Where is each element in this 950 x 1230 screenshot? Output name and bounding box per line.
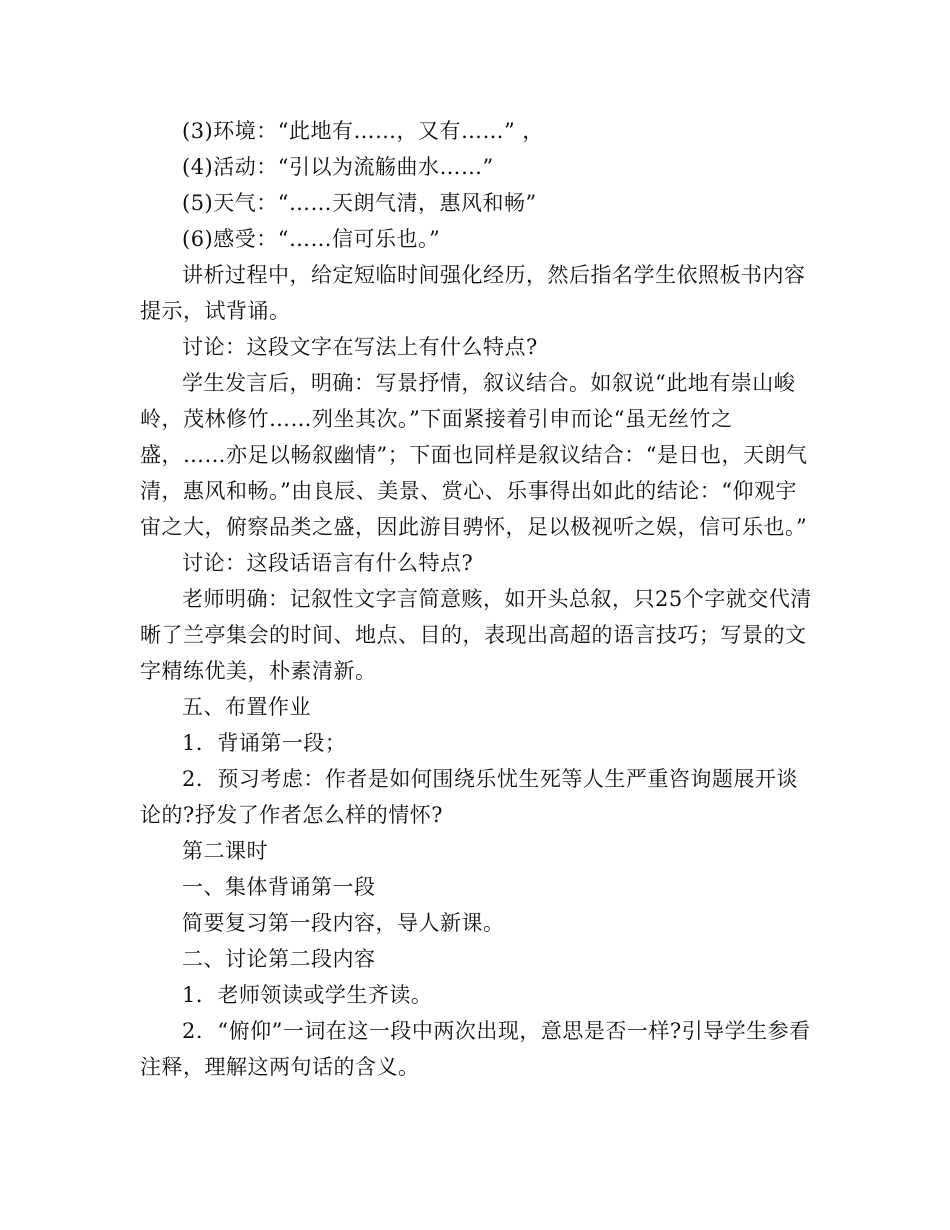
section-homework-heading: 五、布置作业	[182, 695, 311, 719]
discuss-item-1: 1．老师领读或学生齐读。	[182, 983, 433, 1007]
document-body	[140, 113, 812, 1085]
student-answer-paragraph: 学生发言后，明确：写景抒情，叙议结合。如叙说“此地有崇山峻岭，茂林修竹……列坐其次。”下面紧接着引申而论“虽无丝竹之盛，……亦足以畅叙幽情”；下面也同样是叙议结合：“是日也，天朗气清，惠风和畅。”由良辰、美景、赏心、乐事得出如此的结论：“仰观宇宙之大，俯察品类之盛，因此游目骋怀，足以极视听之娱，信可乐也。”	[140, 371, 808, 539]
weather-line: (5)天气：“……天朗气清，惠风和畅”	[182, 191, 537, 215]
activity-line: (4)活动：“引以为流觞曲水……”	[182, 155, 494, 179]
environment-line: (3)环境：“此地有……，又有……” ，	[182, 119, 544, 143]
second-lesson-heading: 第二课时	[182, 839, 268, 863]
teacher-clarification-paragraph: 老师明确：记叙性文字言简意赅，如开头总叙，只25个字就交代清晰了兰亭集会的时间、地点、目的，表现出高超的语言技巧；写景的文字精练优美，朴素清新。	[140, 587, 812, 683]
homework-item-2: 2．预习考虑：作者是如何围绕乐忧生死等人生严重咨询题展开谈论的?抒发了作者怎么样的情怀?	[140, 767, 798, 827]
recitation-paragraph: 讲析过程中，给定短临时间强化经历，然后指名学生依照板书内容提示，试背诵。	[140, 263, 806, 323]
section-discuss-heading: 二、讨论第二段内容	[182, 947, 376, 971]
review-paragraph: 简要复习第一段内容，导人新课。	[182, 911, 505, 935]
discussion-language: 讨论：这段话语言有什么特点?	[182, 551, 474, 575]
discuss-item-2: 2．“俯仰”一词在这一段中两次出现，意思是否一样?引导学生参看注释，理解这两句话的含义。	[140, 1019, 811, 1079]
discussion-writing-style: 讨论：这段文字在写法上有什么特点?	[182, 335, 538, 359]
homework-item-1: 1．背诵第一段；	[182, 731, 347, 755]
feeling-line: (6)感受：“……信可乐也。”	[182, 227, 441, 251]
section-recite-heading: 一、集体背诵第一段	[182, 875, 376, 899]
